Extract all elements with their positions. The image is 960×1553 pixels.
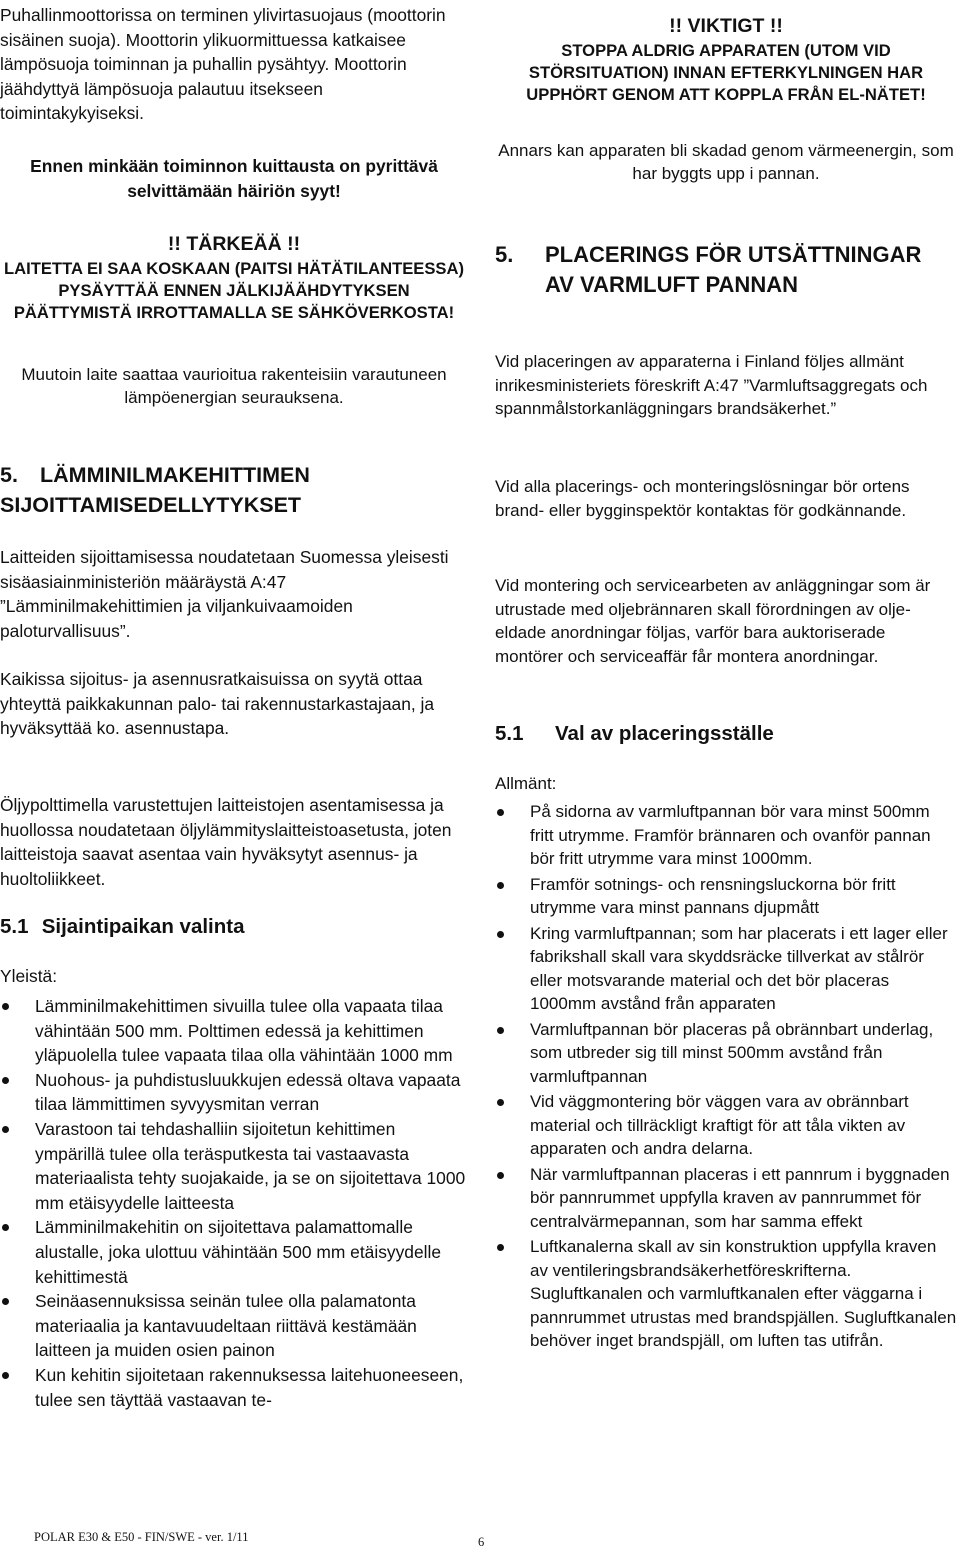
list-item: Lämminilmakehitin on sijoitettava palamattomalle alustalle, joka ulottuu vähintään 500 mm etäisyydelle kehittimestä xyxy=(0,1215,468,1289)
check-note: Ennen minkään toiminnon kuittausta on pyrittävä selvittämään häiriön syyt! xyxy=(30,156,438,201)
list-item: Varmluftpannan bör placeras på obrännbart underlag, som utbreder sig till minst 500mm avstånd från varmluftpannan xyxy=(495,1018,957,1089)
list-item: Framför sotnings- och rensningsluckorna bör fritt utrymme vara minst pannans djupmått xyxy=(495,873,957,920)
placement-paragraph-1: Laitteiden sijoittamisessa noudatetaan Suomessa yleisesti sisäasiainministeriön määräystä A:47 ”Lämminilmakehittimien ja viljankuivaamoiden paloturvallisuus”. xyxy=(0,547,449,641)
warning-caps: STOPPA ALDRIG APPARATEN (UTOM VID STÖRSITUATION) INNAN EFTERKYLNINGEN HAR UPPHÖRT GENOM ATT KOPPLA FRÅN EL-NÄTET! xyxy=(526,41,926,104)
list-item: Lämminilmakehittimen sivuilla tulee olla vapaata tilaa vähintään 500 mm. Polttimen edessä ja kehittimen yläpuolella tulee vapaata tilaa olla vähintään 1000 mm xyxy=(0,994,468,1068)
general-label: Allmänt: xyxy=(495,774,557,793)
list-item: Varastoon tai tehdashalliin sijoitetun kehittimen ympärillä tulee olla teräsputkesta tai vastaavasta materiaalista tehty suojakaide, ja se on sijoitettava 1000 mm etäisyydelle laitteesta xyxy=(0,1117,468,1215)
placement-paragraph-2: Vid alla placerings- och monteringslösningar bör ortens brand- eller bygginspektör kontaktas för godkännande. xyxy=(495,477,910,520)
subsection-number: 5.1 xyxy=(495,722,524,745)
warning-title: !! TÄRKEÄÄ !! xyxy=(167,233,301,255)
footer-page-number: 6 xyxy=(478,1535,485,1549)
subsection-heading xyxy=(495,719,957,749)
section-heading xyxy=(495,240,957,300)
placement-paragraph-3: Vid montering och servicearbeten av anläggningar som är utrustade med oljebrännaren skall förordningen av olje- eldade anordningar följas, varför bara auktoriserade montörer och serviceaffär får montera anordningar. xyxy=(495,576,931,666)
list-item: Luftkanalerna skall av sin konstruktion uppfylla kraven av ventileringsbrandsäkerhetföreskrifterna. Sugluftkanalen och varmluftkanalen efter väggarna i pannrummet utrustas med brandspjällen. Sugluftkanalen behöver inget brandspjäll, om luften tas utifrån. xyxy=(495,1235,957,1353)
list-item: Vid väggmontering bör väggen vara av obrännbart material och tillräckligt kraftigt för att tåla vikten av apparaten och andra delarna. xyxy=(495,1090,957,1161)
list-item: Nuohous- ja puhdistusluukkujen edessä oltava vapaata tilaa lämmittimen syvyysmitan verran xyxy=(0,1068,468,1117)
footer-doc-ref: POLAR E30 & E50 - FIN/SWE - ver. 1/11 xyxy=(34,1530,249,1544)
section-title: PLACERINGS FÖR UTSÄTTNINGAR AV VARMLUFT PANNAN xyxy=(545,242,922,297)
list-item: När varmluftpannan placeras i ett pannrum i byggnaden bör pannrummet uppfylla kraven av pannrummet för centralvärmepannan, som har samma effekt xyxy=(495,1163,957,1234)
warning-title: !! VIKTIGT !! xyxy=(669,15,783,37)
general-label: Yleistä: xyxy=(0,966,58,986)
intro-paragraph: Puhallinmoottorissa on terminen ylivirtasuojaus (moottorin sisäinen suoja). Moottorin ylikuormittuessa katkaisee lämpösuoja toiminnan ja puhallin pysähtyy. Moottorin jäähdyttyä lämpösuoja palautuu itsekseen toimintakykyiseksi. xyxy=(0,5,446,124)
warning-note: Muutoin laite saattaa vaurioitua rakenteisiin varautuneen lämpöenergian seurauksena. xyxy=(21,365,447,407)
subsection-title: Val av placeringsställe xyxy=(555,722,774,745)
warning-note: Annars kan apparaten bli skadad genom värmeenergin, som har byggts upp i pannan. xyxy=(498,141,954,183)
section-number: 5. xyxy=(0,463,18,487)
warning-caps: LAITETTA EI SAA KOSKAAN (PAITSI HÄTÄTILANTEESSA) PYSÄYTTÄÄ ENNEN JÄLKIJÄÄHDYTYKSEN PÄÄTTYMISTÄ IRROTTAMALLA SE SÄHKÖVERKOSTA! xyxy=(4,259,465,322)
requirements-list xyxy=(0,994,468,1412)
list-item: Kring varmluftpannan; som har placerats i ett lager eller fabrikshall skall vara skyddsräcke tillverkat av stålrör eller motsvarande material och det bör placeras 1000mm avstånd från apparaten xyxy=(495,922,957,1016)
placement-paragraph-2: Kaikissa sijoitus- ja asennusratkaisuissa on syytä ottaa yhteyttä paikkakunnan palo- tai rakennustarkastajaan, ja hyväksyttää ko. asennustapa. xyxy=(0,669,435,739)
section-heading xyxy=(0,460,468,520)
section-title: LÄMMINILMAKEHITTIMEN SIJOITTAMISEDELLYTYKSET xyxy=(0,463,310,517)
list-item: På sidorna av varmluftpannan bör vara minst 500mm fritt utrymme. Framför brännaren och ovanför pannan bör fritt utrymme vara minst 1000mm. xyxy=(495,800,957,871)
placement-paragraph-1: Vid placeringen av apparaterna i Finland följes allmänt inrikesministeriets föreskrift A:47 ”Varmluftsaggregats och spannmålstorkanläggningars brandsäkerhet.” xyxy=(495,352,928,418)
subsection-heading xyxy=(0,912,468,942)
section-number: 5. xyxy=(495,242,514,267)
requirements-list xyxy=(495,800,957,1355)
list-item: Kun kehitin sijoitetaan rakennuksessa laitehuoneeseen, tulee sen täyttää vastaavan te- xyxy=(0,1363,468,1412)
placement-paragraph-3: Öljypolttimella varustettujen laitteistojen asentamisessa ja huollossa noudatetaan öljylämmityslaitteistoasetusta, joten laitteistoja saavat asentaa vain hyväksytyt asennus- ja huoltoliikkeet. xyxy=(0,795,452,889)
list-item: Seinäasennuksissa seinän tulee olla palamatonta materiaalia ja kantavuudeltaan riittävä kestämään laitteen ja muiden osien painon xyxy=(0,1289,468,1363)
subsection-number: 5.1 xyxy=(0,915,29,938)
subsection-title: Sijaintipaikan valinta xyxy=(41,915,245,938)
